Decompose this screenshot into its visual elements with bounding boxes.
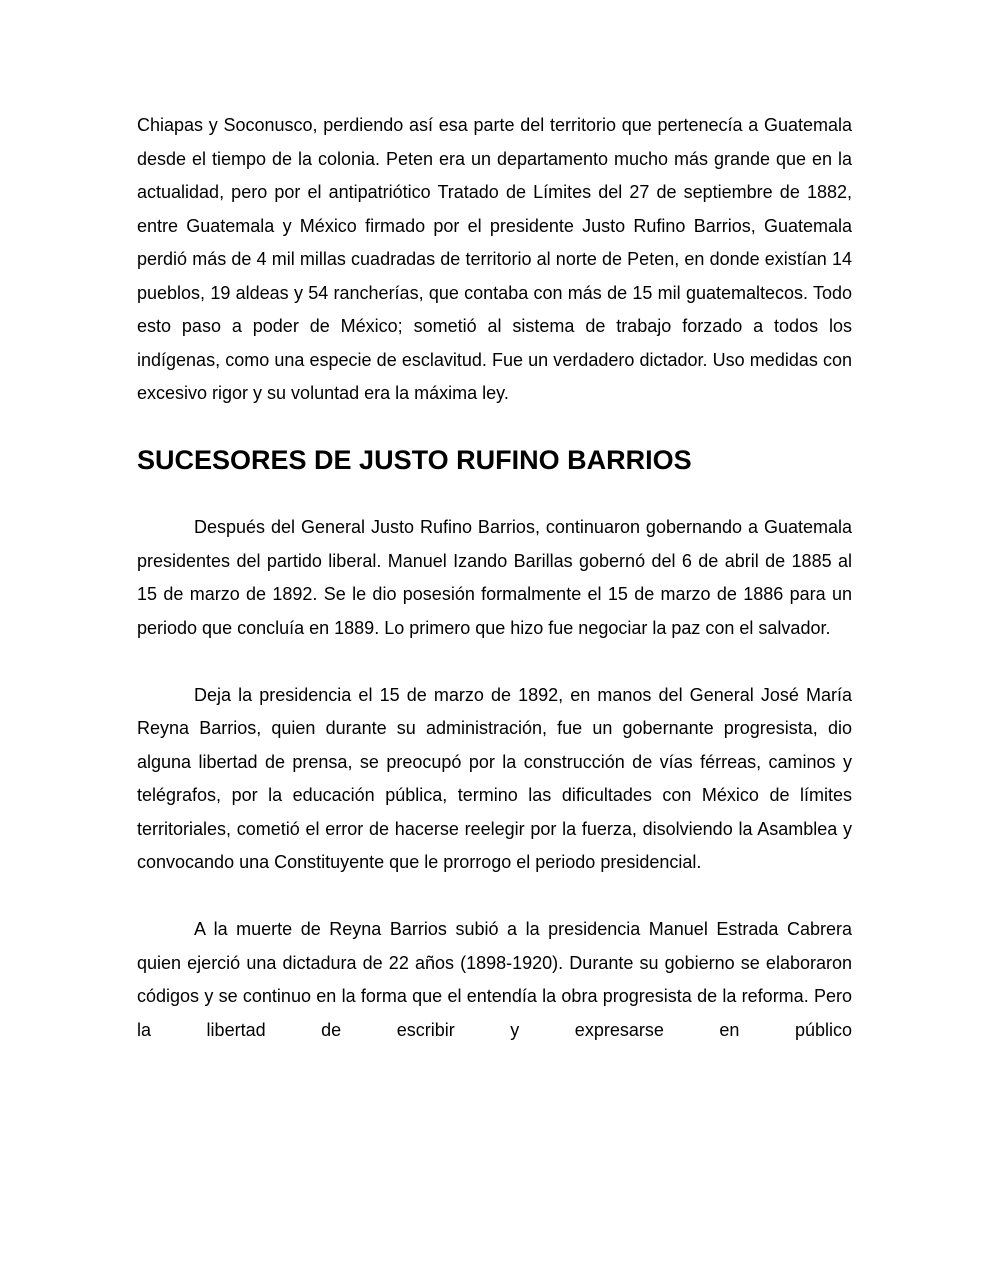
paragraph-spacer: [137, 478, 852, 512]
page-body: [137, 109, 852, 1047]
section-heading: SUCESORES DE JUSTO RUFINO BARRIOS: [137, 445, 692, 475]
paragraph-reyna-barrios: Deja la presidencia el 15 de marzo de 1892, en manos del General José María Reyna Barrios, quien durante su administración, fue un gobernante progresista, dio alguna libertad de prensa, se preocupó por la construcción de vías férreas, caminos y telégrafos, por la educación pública, termino las dificultades con México de límites territoriales, cometió el error de hacerse reelegir por la fuerza, disolviendo la Asamblea y convocando una Constituyente que le prorrogo el periodo presidencial.: [137, 684, 852, 872]
paragraph-spacer: [137, 880, 852, 914]
paragraph-spacer: [137, 645, 852, 679]
paragraph-spacer: [137, 411, 852, 445]
paragraph-estrada-cabrera: A la muerte de Reyna Barrios subió a la presidencia Manuel Estrada Cabrera quien ejerció una dictadura de 22 años (1898-1920). Durante su gobierno se elaboraron códigos y se continuo en la forma que el entendía la obra progresista de la reforma. Pero la libertad de escribir y expresarse en público: [137, 919, 852, 1040]
paragraph-barillas: Después del General Justo Rufino Barrios, continuaron gobernando a Guatemala presidentes del partido liberal. Manuel Izando Barillas gobernó del 6 de abril de 1885 al 15 de marzo de 1892. Se le dio posesión formalmente el 15 de marzo de 1886 para un periodo que concluía en 1889. Lo primero que hizo fue negociar la paz con el salvador.: [137, 517, 852, 638]
paragraph-chiapas-soconusco: Chiapas y Soconusco, perdiendo así esa parte del territorio que pertenecía a Guatemala desde el tiempo de la colonia. Peten era un departamento mucho más grande que en la actualidad, pero por el antipatriótico Tratado de Límites del 27 de septiembre de 1882, entre Guatemala y México firmado por el presidente Justo Rufino Barrios, Guatemala perdió más de 4 mil millas cuadradas de territorio al norte de Peten, en donde existían 14 pueblos, 19 aldeas y 54 rancherías, que contaba con más de 15 mil guatemaltecos. Todo esto paso a poder de México; sometió al sistema de trabajo forzado a todos los indígenas, como una especie de esclavitud. Fue un verdadero dictador. Uso medidas con excesivo rigor y su voluntad era la máxima ley.: [137, 115, 852, 403]
